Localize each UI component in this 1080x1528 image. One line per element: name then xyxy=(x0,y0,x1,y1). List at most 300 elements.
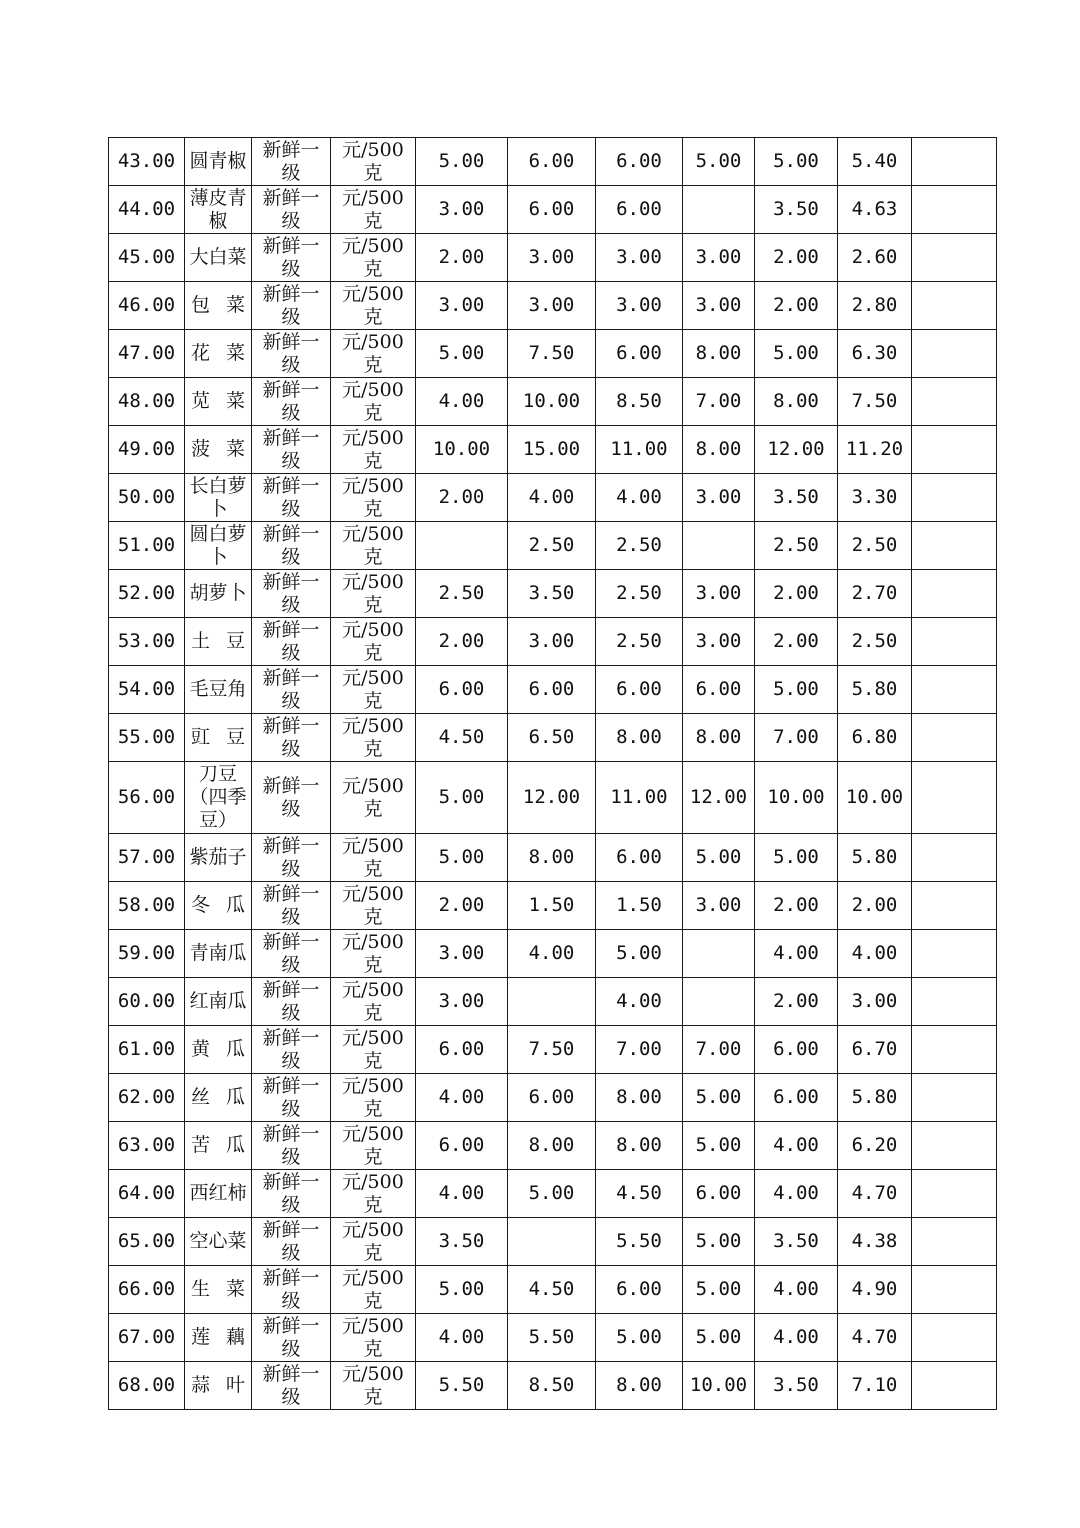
grade-cell xyxy=(252,282,331,330)
vegetable-name-cell: 红南瓜 xyxy=(185,978,252,1026)
average-price-cell: 2.50 xyxy=(838,618,912,666)
unit-cell xyxy=(331,834,416,882)
price-cell-4: 8.00 xyxy=(683,714,755,762)
note-cell xyxy=(912,1218,997,1266)
price-cell-4: 6.00 xyxy=(683,666,755,714)
unit-line: 克 xyxy=(363,1385,383,1408)
grade-line: 新鲜一 xyxy=(262,186,320,209)
vegetable-name-cell: 西红柿 xyxy=(185,1170,252,1218)
price-cell-5: 6.00 xyxy=(755,1074,838,1122)
table-row xyxy=(109,1026,997,1074)
price-cell-1: 6.00 xyxy=(416,1122,508,1170)
unit-cell xyxy=(331,1314,416,1362)
row-number-cell: 45.00 xyxy=(109,234,185,282)
price-cell-2: 3.00 xyxy=(508,234,596,282)
table-row xyxy=(109,378,997,426)
grade-line: 级 xyxy=(281,209,301,232)
table-row xyxy=(109,474,997,522)
grade-line: 新鲜一 xyxy=(262,774,320,797)
price-cell-1: 2.00 xyxy=(416,474,508,522)
average-price-cell: 2.80 xyxy=(838,282,912,330)
unit-cell xyxy=(331,474,416,522)
price-cell-3: 5.50 xyxy=(596,1218,683,1266)
row-number-cell: 59.00 xyxy=(109,930,185,978)
name-char: 黄 xyxy=(191,1038,215,1060)
vegetable-name-cell xyxy=(185,762,252,834)
grade-cell xyxy=(252,930,331,978)
grade-line: 级 xyxy=(281,857,301,880)
grade-line: 新鲜一 xyxy=(262,666,320,689)
grade-line: 级 xyxy=(281,1049,301,1072)
vegetable-name-cell xyxy=(185,618,252,666)
grade-cell xyxy=(252,474,331,522)
table-row xyxy=(109,666,997,714)
row-number-cell: 65.00 xyxy=(109,1218,185,1266)
price-cell-2: 5.50 xyxy=(508,1314,596,1362)
unit-line: 克 xyxy=(363,449,383,472)
price-cell-3: 2.50 xyxy=(596,570,683,618)
average-price-cell: 4.90 xyxy=(838,1266,912,1314)
price-cell-5: 6.00 xyxy=(755,1026,838,1074)
price-cell-5: 2.00 xyxy=(755,282,838,330)
table-row xyxy=(109,978,997,1026)
average-price-cell: 7.10 xyxy=(838,1362,912,1410)
price-cell-4: 3.00 xyxy=(683,570,755,618)
average-price-cell: 6.30 xyxy=(838,330,912,378)
price-cell-5: 4.00 xyxy=(755,1266,838,1314)
grade-cell xyxy=(252,522,331,570)
grade-cell xyxy=(252,570,331,618)
note-cell xyxy=(912,330,997,378)
row-number-cell: 51.00 xyxy=(109,522,185,570)
unit-line: 克 xyxy=(363,1097,383,1120)
unit-line: 克 xyxy=(363,797,383,820)
price-cell-1: 2.00 xyxy=(416,882,508,930)
row-number-cell: 61.00 xyxy=(109,1026,185,1074)
price-cell-3: 8.00 xyxy=(596,1122,683,1170)
name-line: 薄皮青 xyxy=(189,186,247,209)
price-cell-2: 1.50 xyxy=(508,882,596,930)
vegetable-name-cell: 胡萝卜 xyxy=(185,570,252,618)
unit-cell xyxy=(331,1362,416,1410)
price-cell-5: 2.50 xyxy=(755,522,838,570)
name-char: 瓜 xyxy=(225,1038,245,1060)
price-cell-3: 11.00 xyxy=(596,762,683,834)
note-cell xyxy=(912,522,997,570)
price-cell-2: 4.50 xyxy=(508,1266,596,1314)
price-cell-2 xyxy=(508,1218,596,1266)
price-cell-4: 6.00 xyxy=(683,1170,755,1218)
unit-line: 克 xyxy=(363,161,383,184)
unit-line: 克 xyxy=(363,641,383,664)
unit-line: 克 xyxy=(363,593,383,616)
unit-line: 元/500 xyxy=(342,1218,404,1241)
name-char: 豆 xyxy=(225,630,245,652)
grade-line: 级 xyxy=(281,1241,301,1264)
note-cell xyxy=(912,186,997,234)
price-cell-2: 8.50 xyxy=(508,1362,596,1410)
average-price-cell: 3.00 xyxy=(838,978,912,1026)
unit-cell xyxy=(331,978,416,1026)
price-cell-3: 5.00 xyxy=(596,1314,683,1362)
price-cell-4: 5.00 xyxy=(683,1122,755,1170)
vegetable-name-cell xyxy=(185,186,252,234)
unit-line: 元/500 xyxy=(342,1026,404,1049)
grade-line: 级 xyxy=(281,545,301,568)
table-row xyxy=(109,618,997,666)
grade-line: 新鲜一 xyxy=(262,138,320,161)
price-cell-4: 12.00 xyxy=(683,762,755,834)
price-cell-5: 2.00 xyxy=(755,234,838,282)
grade-line: 级 xyxy=(281,689,301,712)
price-cell-1: 6.00 xyxy=(416,1026,508,1074)
price-cell-1: 3.00 xyxy=(416,978,508,1026)
name-line: 椒 xyxy=(208,209,228,232)
note-cell xyxy=(912,834,997,882)
note-cell xyxy=(912,234,997,282)
vegetable-name-cell: 毛豆角 xyxy=(185,666,252,714)
name-char: 菜 xyxy=(225,1278,245,1300)
name-char: 莲 xyxy=(191,1326,215,1348)
note-cell xyxy=(912,282,997,330)
price-cell-2: 8.00 xyxy=(508,834,596,882)
grade-line: 级 xyxy=(281,1001,301,1024)
row-number-cell: 52.00 xyxy=(109,570,185,618)
price-cell-2: 7.50 xyxy=(508,1026,596,1074)
table-row xyxy=(109,234,997,282)
grade-line: 级 xyxy=(281,161,301,184)
unit-line: 元/500 xyxy=(342,774,404,797)
unit-line: 元/500 xyxy=(342,570,404,593)
row-number-cell: 54.00 xyxy=(109,666,185,714)
row-number-cell: 43.00 xyxy=(109,138,185,186)
name-char: 瓜 xyxy=(225,1134,245,1156)
price-cell-1: 4.50 xyxy=(416,714,508,762)
note-cell xyxy=(912,1266,997,1314)
price-cell-3: 4.00 xyxy=(596,474,683,522)
name-char: 菜 xyxy=(225,342,245,364)
price-cell-1: 5.50 xyxy=(416,1362,508,1410)
name-char: 菠 xyxy=(191,438,215,460)
vegetable-name-cell xyxy=(185,1026,252,1074)
price-cell-2 xyxy=(508,978,596,1026)
name-char: 丝 xyxy=(191,1086,215,1108)
vegetable-name-cell xyxy=(185,714,252,762)
grade-line: 级 xyxy=(281,1385,301,1408)
price-cell-3: 1.50 xyxy=(596,882,683,930)
unit-cell xyxy=(331,1218,416,1266)
price-cell-1: 4.00 xyxy=(416,1074,508,1122)
name-char: 花 xyxy=(191,342,215,364)
unit-line: 克 xyxy=(363,353,383,376)
table-row xyxy=(109,762,997,834)
name-char: 包 xyxy=(191,294,215,316)
note-cell xyxy=(912,666,997,714)
price-cell-2: 6.00 xyxy=(508,1074,596,1122)
vegetable-name-cell: 大白菜 xyxy=(185,234,252,282)
grade-line: 新鲜一 xyxy=(262,714,320,737)
unit-line: 克 xyxy=(363,737,383,760)
grade-line: 新鲜一 xyxy=(262,1074,320,1097)
note-cell xyxy=(912,618,997,666)
name-line: 圆白萝 xyxy=(189,522,247,545)
name-char: 藕 xyxy=(225,1326,245,1348)
grade-line: 级 xyxy=(281,905,301,928)
unit-line: 克 xyxy=(363,857,383,880)
price-cell-5: 2.00 xyxy=(755,618,838,666)
note-cell xyxy=(912,762,997,834)
price-cell-3: 6.00 xyxy=(596,1266,683,1314)
unit-line: 元/500 xyxy=(342,282,404,305)
price-cell-5: 4.00 xyxy=(755,1314,838,1362)
grade-line: 级 xyxy=(281,401,301,424)
price-cell-2: 8.00 xyxy=(508,1122,596,1170)
average-price-cell: 3.30 xyxy=(838,474,912,522)
price-cell-5: 12.00 xyxy=(755,426,838,474)
average-price-cell: 5.80 xyxy=(838,1074,912,1122)
row-number-cell: 63.00 xyxy=(109,1122,185,1170)
price-cell-4: 7.00 xyxy=(683,378,755,426)
grade-cell xyxy=(252,234,331,282)
price-cell-5: 4.00 xyxy=(755,930,838,978)
grade-line: 新鲜一 xyxy=(262,522,320,545)
table-row xyxy=(109,330,997,378)
average-price-cell: 2.70 xyxy=(838,570,912,618)
grade-cell xyxy=(252,1026,331,1074)
grade-cell xyxy=(252,882,331,930)
average-price-cell: 11.20 xyxy=(838,426,912,474)
unit-cell xyxy=(331,570,416,618)
unit-cell xyxy=(331,1266,416,1314)
unit-line: 元/500 xyxy=(342,426,404,449)
row-number-cell: 56.00 xyxy=(109,762,185,834)
name-line: （四季 xyxy=(189,786,247,808)
average-price-cell: 7.50 xyxy=(838,378,912,426)
grade-line: 新鲜一 xyxy=(262,618,320,641)
name-char: 叶 xyxy=(225,1374,245,1396)
grade-cell xyxy=(252,1266,331,1314)
table-row xyxy=(109,426,997,474)
price-cell-4: 5.00 xyxy=(683,138,755,186)
unit-cell xyxy=(331,282,416,330)
unit-line: 克 xyxy=(363,1193,383,1216)
average-price-cell: 2.60 xyxy=(838,234,912,282)
unit-line: 克 xyxy=(363,1337,383,1360)
name-line: 卜 xyxy=(208,497,228,520)
price-cell-3: 8.00 xyxy=(596,1362,683,1410)
grade-cell xyxy=(252,762,331,834)
grade-line: 新鲜一 xyxy=(262,978,320,1001)
grade-line: 新鲜一 xyxy=(262,378,320,401)
price-cell-1: 3.00 xyxy=(416,186,508,234)
price-cell-4: 8.00 xyxy=(683,426,755,474)
unit-line: 元/500 xyxy=(342,834,404,857)
grade-line: 新鲜一 xyxy=(262,474,320,497)
price-cell-4: 5.00 xyxy=(683,1218,755,1266)
price-cell-1: 5.00 xyxy=(416,762,508,834)
price-cell-5: 2.00 xyxy=(755,882,838,930)
unit-cell xyxy=(331,378,416,426)
note-cell xyxy=(912,1362,997,1410)
unit-line: 元/500 xyxy=(342,1314,404,1337)
price-cell-5: 5.00 xyxy=(755,330,838,378)
grade-line: 新鲜一 xyxy=(262,834,320,857)
price-cell-3: 6.00 xyxy=(596,666,683,714)
unit-line: 元/500 xyxy=(342,234,404,257)
grade-cell xyxy=(252,1074,331,1122)
price-cell-1: 2.00 xyxy=(416,234,508,282)
price-cell-1: 5.00 xyxy=(416,138,508,186)
price-cell-3: 6.00 xyxy=(596,138,683,186)
price-cell-2: 6.00 xyxy=(508,138,596,186)
note-cell xyxy=(912,978,997,1026)
grade-line: 级 xyxy=(281,593,301,616)
price-cell-4: 3.00 xyxy=(683,282,755,330)
unit-line: 克 xyxy=(363,1289,383,1312)
price-cell-2: 10.00 xyxy=(508,378,596,426)
unit-line: 克 xyxy=(363,689,383,712)
price-cell-2: 12.00 xyxy=(508,762,596,834)
price-cell-1: 3.50 xyxy=(416,1218,508,1266)
grade-line: 新鲜一 xyxy=(262,570,320,593)
grade-line: 新鲜一 xyxy=(262,1122,320,1145)
table-row xyxy=(109,570,997,618)
unit-cell xyxy=(331,330,416,378)
unit-line: 元/500 xyxy=(342,138,404,161)
table-row xyxy=(109,1314,997,1362)
grade-line: 级 xyxy=(281,305,301,328)
name-char: 土 xyxy=(191,630,215,652)
price-cell-1: 10.00 xyxy=(416,426,508,474)
average-price-cell: 10.00 xyxy=(838,762,912,834)
price-cell-4 xyxy=(683,978,755,1026)
grade-cell xyxy=(252,1362,331,1410)
price-cell-2: 3.50 xyxy=(508,570,596,618)
row-number-cell: 62.00 xyxy=(109,1074,185,1122)
average-price-cell: 4.70 xyxy=(838,1314,912,1362)
grade-line: 级 xyxy=(281,1097,301,1120)
grade-cell xyxy=(252,330,331,378)
row-number-cell: 48.00 xyxy=(109,378,185,426)
grade-cell xyxy=(252,1170,331,1218)
row-number-cell: 46.00 xyxy=(109,282,185,330)
unit-cell xyxy=(331,234,416,282)
price-cell-3: 4.50 xyxy=(596,1170,683,1218)
price-cell-3: 3.00 xyxy=(596,282,683,330)
unit-cell xyxy=(331,1122,416,1170)
unit-line: 元/500 xyxy=(342,474,404,497)
price-cell-4 xyxy=(683,186,755,234)
price-cell-5: 5.00 xyxy=(755,834,838,882)
row-number-cell: 64.00 xyxy=(109,1170,185,1218)
grade-line: 新鲜一 xyxy=(262,1362,320,1385)
price-cell-1: 3.00 xyxy=(416,930,508,978)
name-char: 冬 xyxy=(191,894,215,916)
average-price-cell: 6.20 xyxy=(838,1122,912,1170)
row-number-cell: 67.00 xyxy=(109,1314,185,1362)
unit-line: 元/500 xyxy=(342,882,404,905)
price-cell-4: 5.00 xyxy=(683,1266,755,1314)
unit-cell xyxy=(331,138,416,186)
unit-cell xyxy=(331,1026,416,1074)
price-cell-1: 3.00 xyxy=(416,282,508,330)
price-cell-5: 3.50 xyxy=(755,474,838,522)
price-cell-5: 4.00 xyxy=(755,1170,838,1218)
note-cell xyxy=(912,426,997,474)
row-number-cell: 53.00 xyxy=(109,618,185,666)
average-price-cell: 6.80 xyxy=(838,714,912,762)
price-cell-1: 4.00 xyxy=(416,378,508,426)
price-cell-4: 5.00 xyxy=(683,1074,755,1122)
row-number-cell: 49.00 xyxy=(109,426,185,474)
name-char: 生 xyxy=(191,1278,215,1300)
table-row xyxy=(109,522,997,570)
row-number-cell: 58.00 xyxy=(109,882,185,930)
grade-line: 新鲜一 xyxy=(262,1218,320,1241)
grade-line: 级 xyxy=(281,641,301,664)
table-body xyxy=(109,138,997,1410)
unit-line: 元/500 xyxy=(342,522,404,545)
price-cell-1: 5.00 xyxy=(416,834,508,882)
grade-cell xyxy=(252,1314,331,1362)
name-char: 豆 xyxy=(225,726,245,748)
row-number-cell: 55.00 xyxy=(109,714,185,762)
grade-line: 新鲜一 xyxy=(262,882,320,905)
price-cell-4: 10.00 xyxy=(683,1362,755,1410)
price-cell-3: 6.00 xyxy=(596,834,683,882)
row-number-cell: 66.00 xyxy=(109,1266,185,1314)
average-price-cell: 4.70 xyxy=(838,1170,912,1218)
unit-line: 克 xyxy=(363,545,383,568)
row-number-cell: 60.00 xyxy=(109,978,185,1026)
unit-line: 元/500 xyxy=(342,378,404,401)
vegetable-name-cell xyxy=(185,882,252,930)
price-cell-4: 5.00 xyxy=(683,1314,755,1362)
average-price-cell: 5.40 xyxy=(838,138,912,186)
vegetable-name-cell xyxy=(185,1362,252,1410)
vegetable-name-cell xyxy=(185,522,252,570)
note-cell xyxy=(912,714,997,762)
unit-line: 克 xyxy=(363,1241,383,1264)
grade-line: 级 xyxy=(281,1289,301,1312)
price-cell-3: 3.00 xyxy=(596,234,683,282)
price-cell-4: 3.00 xyxy=(683,618,755,666)
price-cell-3: 7.00 xyxy=(596,1026,683,1074)
table-row xyxy=(109,282,997,330)
unit-line: 克 xyxy=(363,905,383,928)
note-cell xyxy=(912,1026,997,1074)
name-char: 蒜 xyxy=(191,1374,215,1396)
price-cell-5: 3.50 xyxy=(755,1218,838,1266)
price-cell-3: 4.00 xyxy=(596,978,683,1026)
vegetable-name-cell xyxy=(185,282,252,330)
unit-line: 元/500 xyxy=(342,714,404,737)
grade-line: 级 xyxy=(281,497,301,520)
price-cell-5: 3.50 xyxy=(755,1362,838,1410)
price-cell-2: 7.50 xyxy=(508,330,596,378)
grade-line: 级 xyxy=(281,449,301,472)
unit-line: 克 xyxy=(363,209,383,232)
unit-line: 元/500 xyxy=(342,330,404,353)
name-line: 卜 xyxy=(208,545,228,568)
price-cell-2: 6.00 xyxy=(508,186,596,234)
price-cell-4 xyxy=(683,930,755,978)
grade-line: 级 xyxy=(281,1193,301,1216)
unit-line: 克 xyxy=(363,1001,383,1024)
unit-cell xyxy=(331,1074,416,1122)
price-cell-4: 8.00 xyxy=(683,330,755,378)
price-cell-5: 5.00 xyxy=(755,138,838,186)
